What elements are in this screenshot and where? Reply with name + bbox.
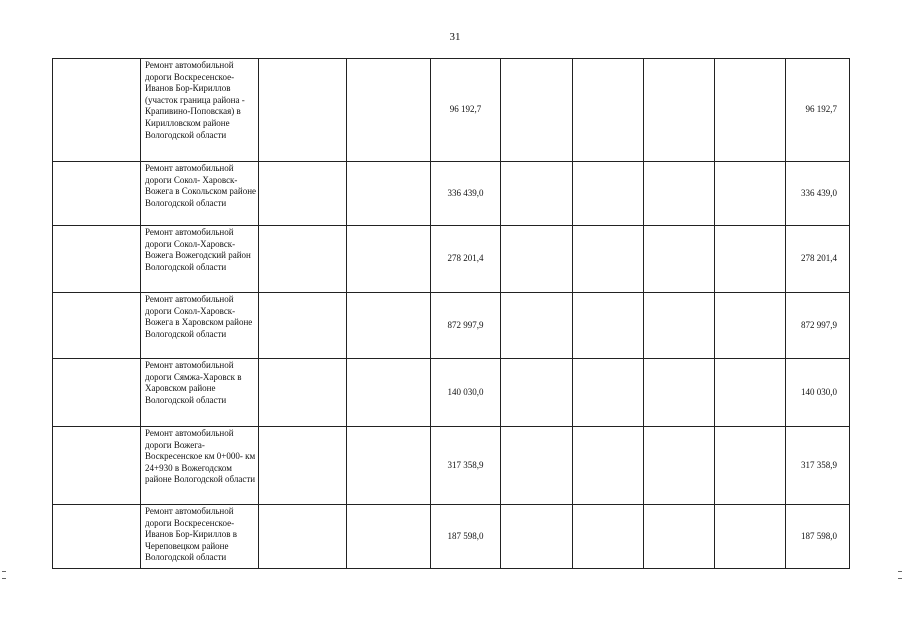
empty-cell (715, 162, 786, 226)
empty-cell (644, 59, 715, 162)
empty-cell (573, 226, 644, 293)
table-row (53, 162, 850, 226)
empty-cell (501, 505, 573, 569)
empty-cell (573, 162, 644, 226)
empty-cell (347, 226, 431, 293)
object-name-cell: Ремонт автомобильной дороги Сокол-Харовск-Вожега Вожегодский район Вологодской области (141, 226, 259, 293)
amount-cell: 140 030,0 (431, 359, 501, 427)
empty-cell (259, 359, 347, 427)
empty-cell (259, 59, 347, 162)
empty-cell (347, 293, 431, 359)
empty-cell (501, 226, 573, 293)
total-cell: 187 598,0 (786, 505, 850, 569)
empty-cell (644, 359, 715, 427)
total-cell: 140 030,0 (786, 359, 850, 427)
amount-cell: 278 201,4 (431, 226, 501, 293)
table-row (53, 59, 850, 162)
empty-cell (644, 293, 715, 359)
empty-cell (53, 359, 141, 427)
scan-margin-mark (898, 571, 902, 572)
empty-cell (573, 505, 644, 569)
empty-cell (501, 162, 573, 226)
empty-cell (501, 293, 573, 359)
empty-cell (53, 293, 141, 359)
empty-cell (501, 59, 573, 162)
empty-cell (644, 427, 715, 505)
empty-cell (347, 359, 431, 427)
table-row (53, 293, 850, 359)
empty-cell (53, 59, 141, 162)
scan-margin-mark (2, 578, 6, 579)
object-name-cell: Ремонт автомобильной дороги Сокол-Харовск-Вожега в Харовском районе Вологодской области (141, 293, 259, 359)
empty-cell (644, 226, 715, 293)
empty-cell (259, 505, 347, 569)
empty-cell (644, 162, 715, 226)
object-name-cell: Ремонт автомобильной дороги Вожега-Воскресенское км 0+000- км 24+930 в Вожегодском районе Вологодской области (141, 427, 259, 505)
object-name-cell: Ремонт автомобильной дороги Воскресенское-Иванов Бор-Кириллов (участок граница района - Крапивино-Поповская) в Кирилловском районе Вологодской области (141, 59, 259, 162)
amount-cell: 872 997,9 (431, 293, 501, 359)
empty-cell (715, 59, 786, 162)
empty-cell (347, 162, 431, 226)
empty-cell (715, 359, 786, 427)
table-row (53, 226, 850, 293)
total-cell: 96 192,7 (786, 59, 850, 162)
amount-cell: 336 439,0 (431, 162, 501, 226)
amount-cell: 317 358,9 (431, 427, 501, 505)
empty-cell (259, 293, 347, 359)
empty-cell (347, 427, 431, 505)
empty-cell (573, 427, 644, 505)
empty-cell (53, 162, 141, 226)
total-cell: 336 439,0 (786, 162, 850, 226)
empty-cell (501, 359, 573, 427)
scan-margin-mark (2, 571, 6, 572)
amount-cell: 187 598,0 (431, 505, 501, 569)
empty-cell (715, 505, 786, 569)
empty-cell (715, 293, 786, 359)
empty-cell (259, 226, 347, 293)
empty-cell (501, 427, 573, 505)
total-cell: 278 201,4 (786, 226, 850, 293)
object-name-cell: Ремонт автомобильной дороги Сямжа-Харовск в Харовском районе Вологодской области (141, 359, 259, 427)
budget-table (52, 58, 850, 569)
table-row (53, 427, 850, 505)
empty-cell (53, 505, 141, 569)
table-row (53, 505, 850, 569)
empty-cell (347, 59, 431, 162)
scan-margin-mark (898, 578, 902, 579)
empty-cell (715, 427, 786, 505)
object-name-cell: Ремонт автомобильной дороги Сокол- Харовск- Вожега в Сокольском районе Вологодской области (141, 162, 259, 226)
empty-cell (259, 162, 347, 226)
empty-cell (573, 359, 644, 427)
empty-cell (573, 59, 644, 162)
empty-cell (715, 226, 786, 293)
table-row (53, 359, 850, 427)
empty-cell (53, 427, 141, 505)
total-cell: 317 358,9 (786, 427, 850, 505)
object-name-cell: Ремонт автомобильной дороги Воскресенское-Иванов Бор-Кириллов в Череповецком районе Вологодской области (141, 505, 259, 569)
empty-cell (53, 226, 141, 293)
empty-cell (644, 505, 715, 569)
empty-cell (347, 505, 431, 569)
empty-cell (573, 293, 644, 359)
empty-cell (259, 427, 347, 505)
amount-cell: 96 192,7 (431, 59, 501, 162)
page-number: 31 (449, 31, 461, 43)
total-cell: 872 997,9 (786, 293, 850, 359)
